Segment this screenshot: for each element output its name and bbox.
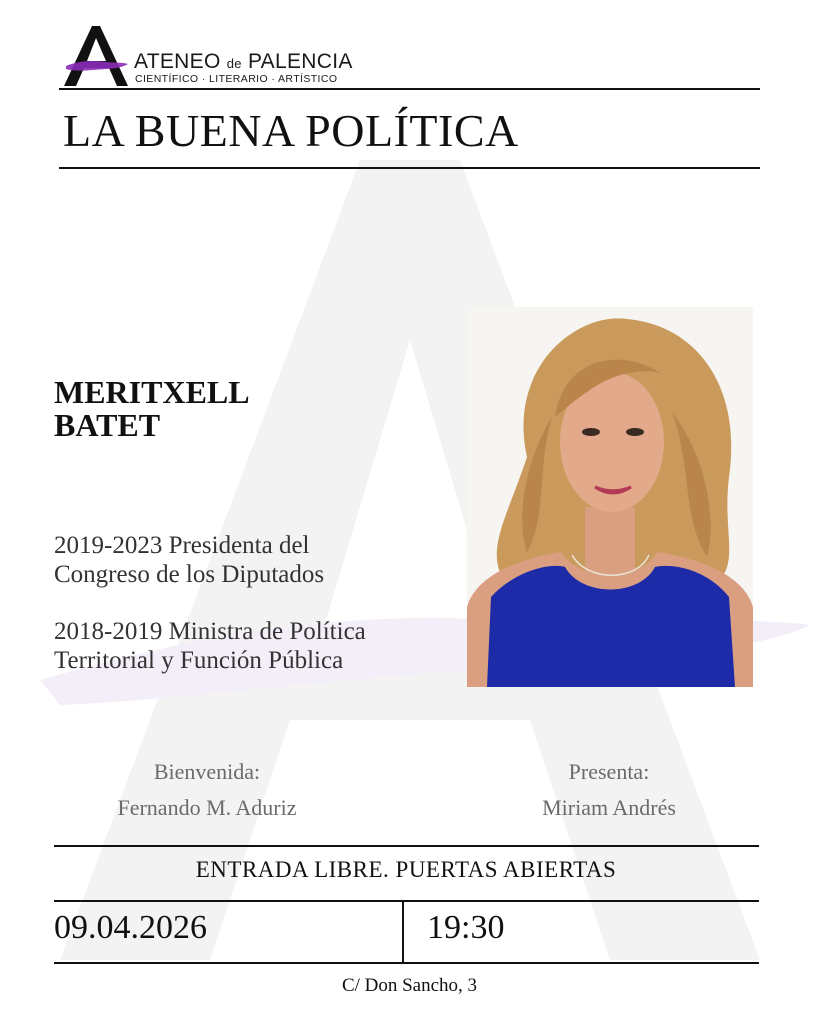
ateneo-logo	[62, 24, 382, 88]
speaker-portrait	[467, 307, 753, 687]
entrada-top-rule	[54, 845, 759, 847]
logo-a-icon	[62, 24, 132, 88]
title-rule	[59, 167, 760, 169]
event-time: 19:30	[427, 909, 505, 946]
welcome-name: Fernando M. Aduriz	[117, 795, 297, 820]
event-address: C/ Don Sancho, 3	[341, 975, 478, 996]
role-ministry: 2018-2019 Ministra de Política Territorial y Función Pública	[54, 618, 366, 674]
logo-name: ATENEO de PALENCIA	[134, 50, 353, 73]
presenter-name: Miriam Andrés	[542, 795, 676, 820]
date-time-divider	[402, 902, 404, 962]
presenter-label: Presenta:	[568, 759, 650, 784]
role-congress: 2019-2023 Presidenta del Congreso de los Diputados	[54, 532, 325, 588]
event-date: 09.04.2026	[54, 909, 207, 946]
entrada-notice: ENTRADA LIBRE. PUERTAS ABIERTAS	[195, 857, 617, 882]
top-rule	[59, 88, 760, 90]
bottom-rule	[54, 962, 759, 964]
speaker-name	[54, 376, 354, 442]
event-title: LA BUENA POLÍTICA	[63, 105, 519, 156]
speaker-last-name: BATET	[54, 407, 161, 443]
entrada-bottom-rule	[54, 900, 759, 902]
speaker-first-name: MERITXELL	[54, 374, 250, 410]
logo-subtitle: CIENTÍFICO · LITERARIO · ARTÍSTICO	[135, 73, 338, 85]
welcome-label: Bienvenida:	[153, 759, 261, 784]
